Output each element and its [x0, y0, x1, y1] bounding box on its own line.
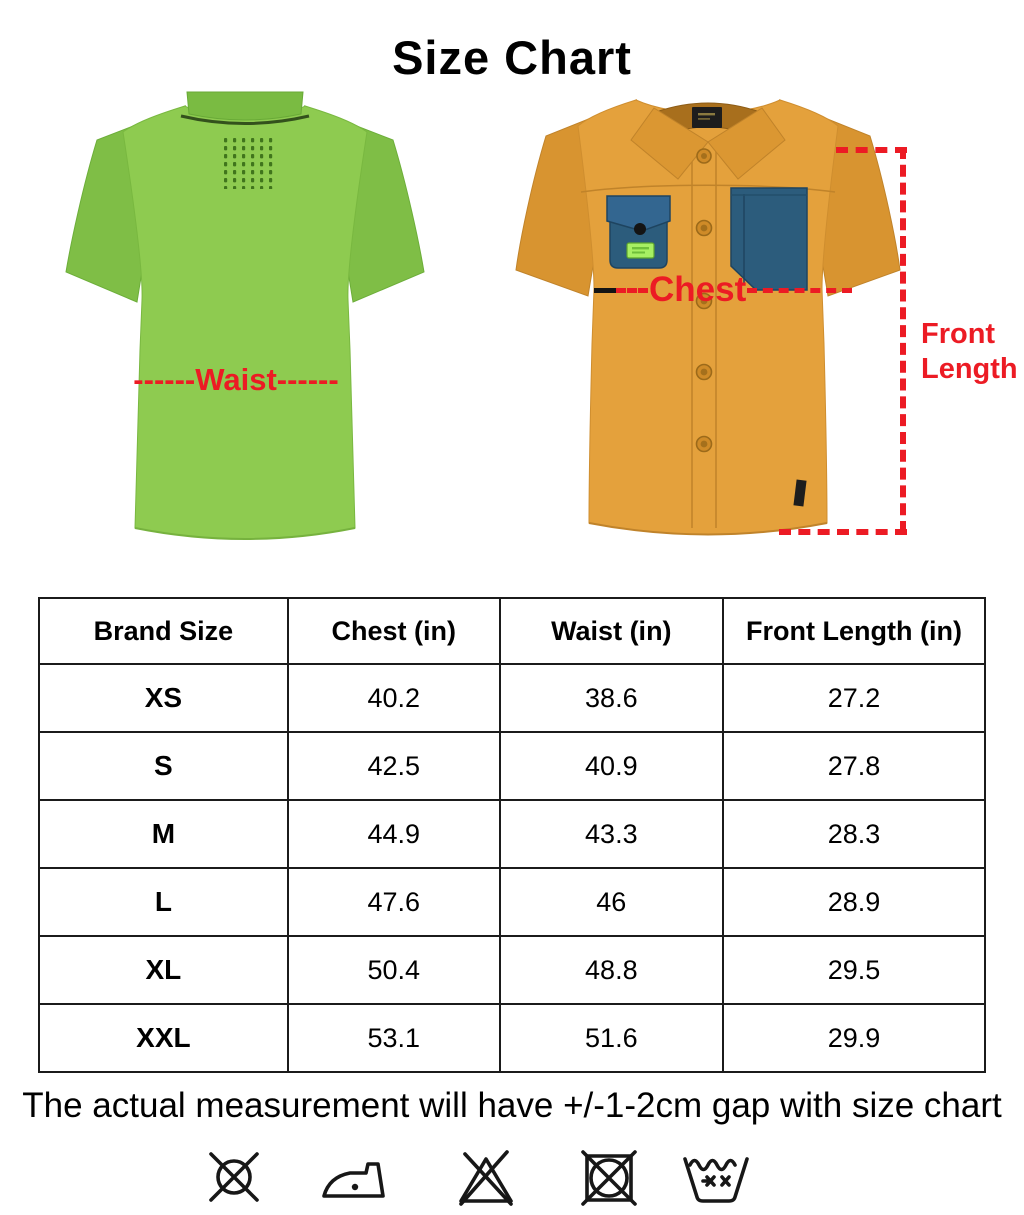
cell-brand-size: XS: [39, 664, 288, 732]
cell-waist: 46: [500, 868, 723, 936]
table-header-row: [39, 598, 985, 664]
table-row-s: [39, 732, 985, 800]
cell-front-length: 28.9: [723, 868, 985, 936]
back-shirt-image: [35, 90, 455, 550]
do-not-dry-clean-icon: [204, 1146, 264, 1208]
page-title: Size Chart: [392, 31, 632, 84]
neck-label: [692, 107, 722, 128]
front-length-bottom-line: [779, 529, 907, 535]
do-not-tumble-dry-icon: [578, 1147, 640, 1209]
front-length-label: Front Length: [921, 318, 1018, 386]
pocket-button: [634, 223, 646, 235]
cell-front-length: 27.8: [723, 732, 985, 800]
cell-front-length: 29.5: [723, 936, 985, 1004]
do-not-bleach-icon: [456, 1146, 516, 1208]
cell-brand-size: XL: [39, 936, 288, 1004]
flap-pocket: [607, 196, 670, 268]
chest-dashed-line: [616, 288, 648, 293]
cell-waist: 40.9: [500, 732, 723, 800]
cell-chest: 44.9: [288, 800, 500, 868]
back-collar: [181, 92, 309, 124]
table-row-xs: [39, 664, 985, 732]
front-length-top-line: [836, 147, 907, 153]
measurement-note: The actual measurement will have +/-1-2cm gap with size chart: [22, 1086, 1002, 1125]
ventilation-dots: [221, 136, 274, 189]
header-front-length: Front Length (in): [723, 598, 985, 664]
pocket-tag: [627, 243, 654, 258]
table-row-xl: [39, 936, 985, 1004]
cell-chest: 42.5: [288, 732, 500, 800]
chest-label: Chest: [649, 270, 747, 309]
cell-brand-size: XXL: [39, 1004, 288, 1072]
header-brand-size: Brand Size: [39, 598, 288, 664]
front-length-vertical-line: [900, 147, 906, 533]
cell-chest: 47.6: [288, 868, 500, 936]
table-row-m: [39, 800, 985, 868]
cell-waist: 38.6: [500, 664, 723, 732]
header-chest: Chest (in): [288, 598, 500, 664]
cell-brand-size: L: [39, 868, 288, 936]
table-row-l: [39, 868, 985, 936]
cell-waist: 51.6: [500, 1004, 723, 1072]
table-row-xxl: [39, 1004, 985, 1072]
cell-waist: 48.8: [500, 936, 723, 1004]
front-shirt-body: [516, 100, 900, 535]
iron-low-heat-icon: [320, 1152, 388, 1204]
chest-annotation: [594, 270, 852, 309]
cell-chest: 50.4: [288, 936, 500, 1004]
cell-front-length: 29.9: [723, 1004, 985, 1072]
cell-chest: 40.2: [288, 664, 500, 732]
size-table: [38, 597, 986, 1073]
cell-front-length: 28.3: [723, 800, 985, 868]
cell-waist: 43.3: [500, 800, 723, 868]
wash-icon: [680, 1152, 752, 1206]
waist-annotation: ------Waist------: [133, 362, 339, 397]
cell-brand-size: M: [39, 800, 288, 868]
header-waist: Waist (in): [500, 598, 723, 664]
cell-front-length: 27.2: [723, 664, 985, 732]
chest-line-start-dash: [594, 288, 616, 293]
chest-dashed-line: [747, 288, 852, 293]
cell-brand-size: S: [39, 732, 288, 800]
cell-chest: 53.1: [288, 1004, 500, 1072]
